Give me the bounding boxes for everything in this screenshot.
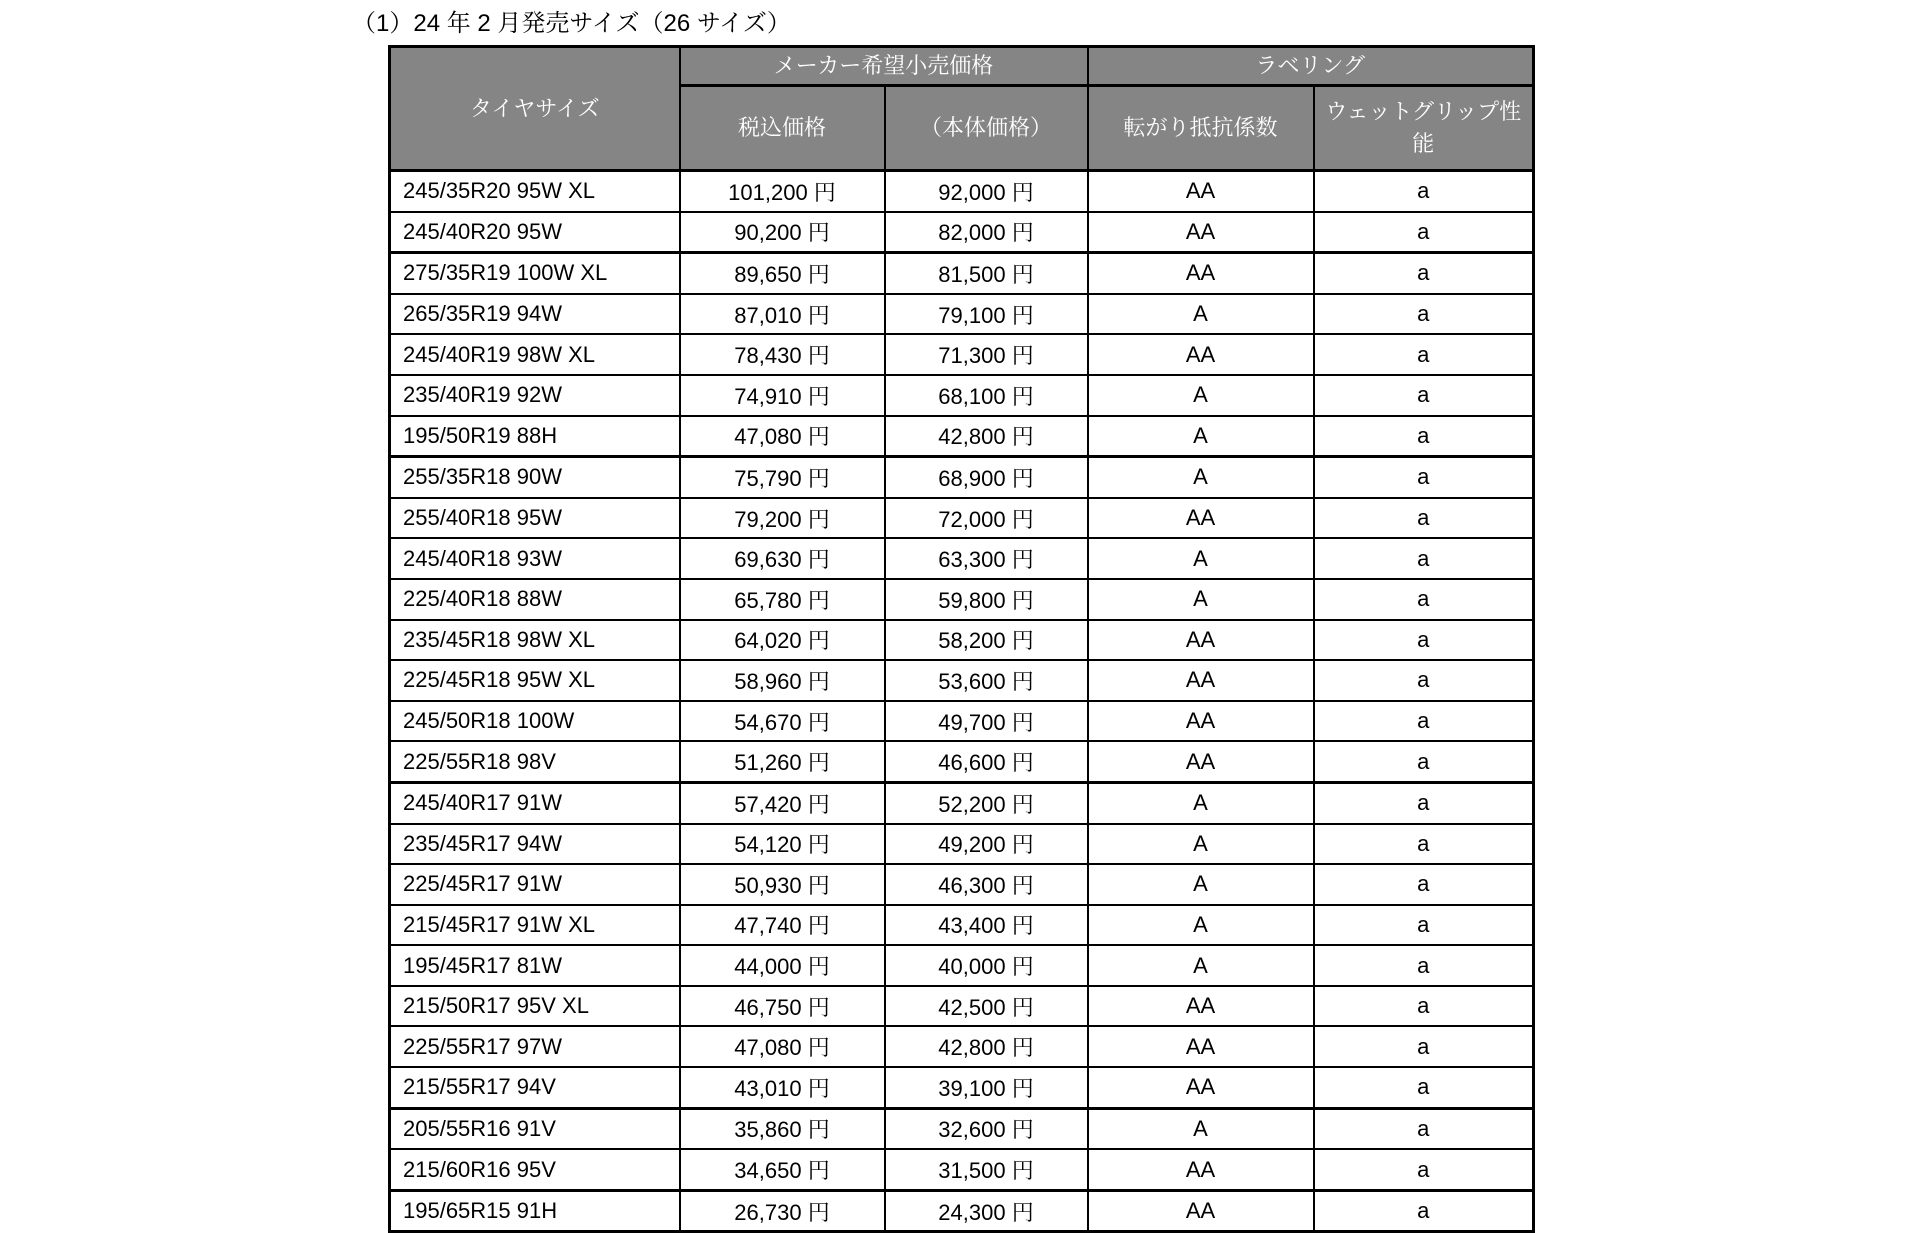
rolling-resistance-cell: A [1088, 416, 1314, 457]
base-price-cell: 58,200 円 [885, 620, 1088, 661]
table-row [390, 294, 1534, 335]
tire-size-cell: 245/40R18 93W [390, 538, 680, 579]
table-row [390, 212, 1534, 253]
rolling-resistance-cell: AA [1088, 660, 1314, 701]
tire-size-cell: 235/45R17 94W [390, 824, 680, 865]
wet-grip-cell: a [1314, 416, 1534, 457]
table-row [390, 171, 1534, 212]
tax-price-cell: 74,910 円 [680, 375, 885, 416]
base-price-cell: 31,500 円 [885, 1149, 1088, 1190]
tax-price-cell: 26,730 円 [680, 1190, 885, 1232]
tire-size-cell: 215/60R16 95V [390, 1149, 680, 1190]
wet-grip-cell: a [1314, 1067, 1534, 1108]
wet-grip-cell: a [1314, 457, 1534, 498]
base-price-cell: 68,100 円 [885, 375, 1088, 416]
rolling-resistance-cell: AA [1088, 1149, 1314, 1190]
page-title: （1）24 年 2 月発売サイズ（26 サイズ） [352, 10, 791, 37]
tax-price-cell: 79,200 円 [680, 498, 885, 539]
tire-size-cell: 245/40R20 95W [390, 212, 680, 253]
tire-size-cell: 195/50R19 88H [390, 416, 680, 457]
wet-grip-cell: a [1314, 1149, 1534, 1190]
tire-size-cell: 255/35R18 90W [390, 457, 680, 498]
table-row [390, 741, 1534, 782]
tax-price-cell: 101,200 円 [680, 171, 885, 212]
tax-price-cell: 50,930 円 [680, 864, 885, 905]
table-row [390, 416, 1534, 457]
wet-grip-cell: a [1314, 1108, 1534, 1149]
base-price-cell: 49,200 円 [885, 824, 1088, 865]
table-row [390, 375, 1534, 416]
table-row [390, 538, 1534, 579]
tire-size-cell: 225/55R18 98V [390, 741, 680, 782]
wet-grip-cell: a [1314, 986, 1534, 1027]
base-price-cell: 24,300 円 [885, 1190, 1088, 1232]
wet-grip-cell: a [1314, 579, 1534, 620]
base-price-cell: 46,300 円 [885, 864, 1088, 905]
wet-grip-cell: a [1314, 294, 1534, 335]
base-price-cell: 49,700 円 [885, 701, 1088, 742]
base-price-cell: 53,600 円 [885, 660, 1088, 701]
tire-size-cell: 245/40R19 98W XL [390, 334, 680, 375]
wet-grip-header: ウェットグリップ性能 [1314, 86, 1534, 171]
price-table [388, 45, 1535, 1233]
wet-grip-cell: a [1314, 498, 1534, 539]
tire-size-cell: 255/40R18 95W [390, 498, 680, 539]
tax-price-cell: 54,670 円 [680, 701, 885, 742]
rolling-resistance-cell: A [1088, 294, 1314, 335]
wet-grip-cell: a [1314, 375, 1534, 416]
rolling-resistance-cell: A [1088, 824, 1314, 865]
tire-size-cell: 245/35R20 95W XL [390, 171, 680, 212]
tax-price-cell: 89,650 円 [680, 253, 885, 294]
rolling-resistance-cell: AA [1088, 212, 1314, 253]
table-row [390, 660, 1534, 701]
tax-price-cell: 87,010 円 [680, 294, 885, 335]
base-price-cell: 42,800 円 [885, 416, 1088, 457]
tire-size-cell: 225/40R18 88W [390, 579, 680, 620]
table-row [390, 579, 1534, 620]
base-price-cell: 42,500 円 [885, 986, 1088, 1027]
table-body [390, 171, 1534, 1232]
wet-grip-cell: a [1314, 864, 1534, 905]
base-price-cell: 82,000 円 [885, 212, 1088, 253]
table-row [390, 1149, 1534, 1190]
table-row [390, 334, 1534, 375]
rolling-resistance-cell: AA [1088, 741, 1314, 782]
rolling-resistance-cell: AA [1088, 498, 1314, 539]
base-price-cell: 79,100 円 [885, 294, 1088, 335]
tire-size-cell: 225/55R17 97W [390, 1026, 680, 1067]
rolling-resistance-cell: AA [1088, 620, 1314, 661]
wet-grip-cell: a [1314, 334, 1534, 375]
tire-size-cell: 245/40R17 91W [390, 782, 680, 823]
rolling-resistance-cell: A [1088, 538, 1314, 579]
table-row [390, 498, 1534, 539]
table-row [390, 1026, 1534, 1067]
tax-price-cell: 47,080 円 [680, 416, 885, 457]
tax-price-cell: 35,860 円 [680, 1108, 885, 1149]
base-price-cell: 59,800 円 [885, 579, 1088, 620]
rolling-resistance-cell: A [1088, 782, 1314, 823]
tax-price-cell: 43,010 円 [680, 1067, 885, 1108]
base-price-cell: 40,000 円 [885, 945, 1088, 986]
base-price-cell: 39,100 円 [885, 1067, 1088, 1108]
table-row [390, 1108, 1534, 1149]
rolling-resistance-cell: A [1088, 905, 1314, 946]
rolling-resistance-cell: AA [1088, 1190, 1314, 1232]
wet-grip-cell: a [1314, 782, 1534, 823]
wet-grip-cell: a [1314, 741, 1534, 782]
tax-price-cell: 47,080 円 [680, 1026, 885, 1067]
base-price-cell: 43,400 円 [885, 905, 1088, 946]
tire-size-cell: 225/45R17 91W [390, 864, 680, 905]
tire-size-cell: 275/35R19 100W XL [390, 253, 680, 294]
tire-size-cell: 205/55R16 91V [390, 1108, 680, 1149]
tax-price-cell: 46,750 円 [680, 986, 885, 1027]
table-row [390, 1190, 1534, 1232]
tire-size-cell: 225/45R18 95W XL [390, 660, 680, 701]
table-row [390, 457, 1534, 498]
rolling-resistance-cell: AA [1088, 1026, 1314, 1067]
tax-price-cell: 34,650 円 [680, 1149, 885, 1190]
table-row [390, 620, 1534, 661]
rolling-resistance-cell: AA [1088, 334, 1314, 375]
base-price-cell: 71,300 円 [885, 334, 1088, 375]
tax-price-cell: 65,780 円 [680, 579, 885, 620]
wet-grip-cell: a [1314, 253, 1534, 294]
rolling-resistance-cell: A [1088, 457, 1314, 498]
tax-price-cell: 90,200 円 [680, 212, 885, 253]
rolling-resistance-header: 転がり抵抗係数 [1088, 86, 1314, 171]
rolling-resistance-cell: AA [1088, 1067, 1314, 1108]
tax-price-cell: 69,630 円 [680, 538, 885, 579]
tire-size-cell: 235/45R18 98W XL [390, 620, 680, 661]
tire-size-cell: 215/50R17 95V XL [390, 986, 680, 1027]
base-price-cell: 52,200 円 [885, 782, 1088, 823]
wet-grip-cell: a [1314, 945, 1534, 986]
tax-price-cell: 64,020 円 [680, 620, 885, 661]
table-row [390, 701, 1534, 742]
tax-included-header: 税込価格 [680, 86, 885, 171]
tax-price-cell: 47,740 円 [680, 905, 885, 946]
table-row [390, 253, 1534, 294]
table-row [390, 905, 1534, 946]
base-price-cell: 42,800 円 [885, 1026, 1088, 1067]
table-row [390, 986, 1534, 1027]
wet-grip-cell: a [1314, 620, 1534, 661]
tax-price-cell: 58,960 円 [680, 660, 885, 701]
base-price-cell: 72,000 円 [885, 498, 1088, 539]
header-group-row [390, 47, 1534, 86]
base-price-cell: 81,500 円 [885, 253, 1088, 294]
base-price-cell: 68,900 円 [885, 457, 1088, 498]
tire-size-cell: 195/45R17 81W [390, 945, 680, 986]
rolling-resistance-cell: A [1088, 945, 1314, 986]
base-price-header: （本体価格） [885, 86, 1088, 171]
wet-grip-cell: a [1314, 538, 1534, 579]
rolling-resistance-cell: A [1088, 1108, 1314, 1149]
base-price-cell: 46,600 円 [885, 741, 1088, 782]
rolling-resistance-cell: A [1088, 864, 1314, 905]
base-price-cell: 32,600 円 [885, 1108, 1088, 1149]
tax-price-cell: 44,000 円 [680, 945, 885, 986]
wet-grip-cell: a [1314, 824, 1534, 865]
rolling-resistance-cell: A [1088, 375, 1314, 416]
rolling-resistance-cell: AA [1088, 171, 1314, 212]
table-row [390, 782, 1534, 823]
base-price-cell: 63,300 円 [885, 538, 1088, 579]
wet-grip-cell: a [1314, 701, 1534, 742]
tax-price-cell: 57,420 円 [680, 782, 885, 823]
tax-price-cell: 54,120 円 [680, 824, 885, 865]
table-row [390, 945, 1534, 986]
wet-grip-cell: a [1314, 1190, 1534, 1232]
tire-size-cell: 235/40R19 92W [390, 375, 680, 416]
table-row [390, 824, 1534, 865]
labeling-group-header: ラベリング [1088, 47, 1534, 86]
tire-size-cell: 245/50R18 100W [390, 701, 680, 742]
wet-grip-cell: a [1314, 212, 1534, 253]
tax-price-cell: 51,260 円 [680, 741, 885, 782]
wet-grip-cell: a [1314, 1026, 1534, 1067]
tire-size-cell: 215/55R17 94V [390, 1067, 680, 1108]
table-header [390, 47, 1534, 171]
rolling-resistance-cell: A [1088, 579, 1314, 620]
wet-grip-cell: a [1314, 660, 1534, 701]
tax-price-cell: 78,430 円 [680, 334, 885, 375]
wet-grip-cell: a [1314, 171, 1534, 212]
tire-size-header: タイヤサイズ [390, 47, 680, 171]
rolling-resistance-cell: AA [1088, 701, 1314, 742]
rolling-resistance-cell: AA [1088, 986, 1314, 1027]
tire-size-cell: 215/45R17 91W XL [390, 905, 680, 946]
msrp-group-header: メーカー希望小売価格 [680, 47, 1088, 86]
tire-size-cell: 195/65R15 91H [390, 1190, 680, 1232]
tax-price-cell: 75,790 円 [680, 457, 885, 498]
wet-grip-cell: a [1314, 905, 1534, 946]
table-row [390, 1067, 1534, 1108]
tire-size-cell: 265/35R19 94W [390, 294, 680, 335]
table-row [390, 864, 1534, 905]
base-price-cell: 92,000 円 [885, 171, 1088, 212]
rolling-resistance-cell: AA [1088, 253, 1314, 294]
